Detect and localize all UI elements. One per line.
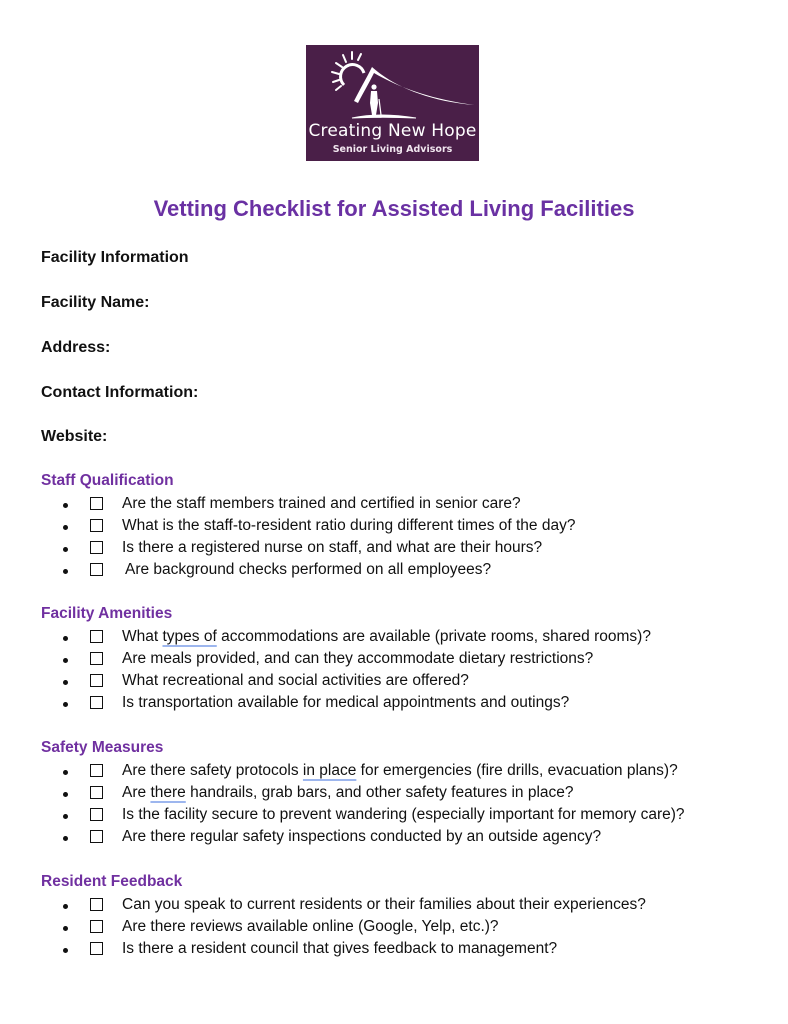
bullet-icon [63, 547, 68, 552]
address-label: Address: [41, 339, 111, 356]
item-text: Can you speak to current residents or their families about their experiences? [122, 896, 646, 913]
page-title: Vetting Checklist for Assisted Living Facilities [153, 196, 635, 221]
checkbox[interactable] [90, 541, 103, 554]
checkbox[interactable] [90, 652, 103, 665]
facility-name-label: Facility Name: [41, 294, 150, 311]
bullet-icon [63, 569, 68, 574]
item-text: Is the facility secure to prevent wandering (especially important for memory care)? [122, 806, 685, 823]
bullet-icon [63, 814, 68, 819]
website-label: Website: [41, 428, 108, 445]
section-heading-resident-feedback: Resident Feedback [41, 873, 183, 890]
checkbox[interactable] [90, 830, 103, 843]
item-text: What types of accommodations are available (private rooms, shared rooms)? [122, 628, 651, 645]
company-logo [306, 45, 479, 161]
section-heading-safety-measures: Safety Measures [41, 739, 164, 756]
checkbox[interactable] [90, 497, 103, 510]
item-text: Are there reviews available online (Google, Yelp, etc.)? [122, 918, 499, 935]
section-heading-staff-qualification: Staff Qualification [41, 472, 174, 489]
bullet-icon [63, 904, 68, 909]
spellcheck-underline: in place [302, 762, 357, 779]
sun-house-senior-icon [306, 45, 479, 125]
checkbox[interactable] [90, 519, 103, 532]
checkbox[interactable] [90, 942, 103, 955]
bullet-icon [63, 926, 68, 931]
bullet-icon [63, 948, 68, 953]
logo-subtitle: Senior Living Advisors [332, 144, 453, 155]
contact-information-label: Contact Information: [41, 384, 199, 401]
bullet-icon [63, 836, 68, 841]
bullet-icon [63, 636, 68, 641]
bullet-icon [63, 658, 68, 663]
section-heading-facility-amenities: Facility Amenities [41, 605, 173, 622]
checkbox[interactable] [90, 674, 103, 687]
item-text: Are there regular safety inspections conducted by an outside agency? [122, 828, 602, 845]
checkbox[interactable] [90, 786, 103, 799]
item-text: What recreational and social activities are offered? [122, 672, 469, 689]
checkbox[interactable] [90, 563, 103, 576]
item-text: Are there safety protocols in place for emergencies (fire drills, evacuation plans)? [122, 762, 678, 779]
bullet-icon [63, 680, 68, 685]
item-text: Is there a resident council that gives feedback to management? [122, 940, 558, 957]
spellcheck-underline: there [150, 784, 186, 801]
checkbox[interactable] [90, 630, 103, 643]
item-text: Are there handrails, grab bars, and other safety features in place? [122, 784, 574, 801]
bullet-icon [63, 702, 68, 707]
item-text: Are the staff members trained and certified in senior care? [122, 495, 521, 512]
bullet-icon [63, 525, 68, 530]
checkbox[interactable] [90, 696, 103, 709]
spellcheck-underline: types of [162, 628, 217, 645]
bullet-icon [63, 503, 68, 508]
item-text: Is there a registered nurse on staff, and what are their hours? [122, 539, 543, 556]
item-text: Are meals provided, and can they accommodate dietary restrictions? [122, 650, 594, 667]
item-text: What is the staff-to-resident ratio during different times of the day? [122, 517, 576, 534]
checkbox[interactable] [90, 898, 103, 911]
item-text: Are background checks performed on all employees? [125, 561, 492, 578]
item-text: Is transportation available for medical appointments and outings? [122, 694, 570, 711]
checkbox[interactable] [90, 920, 103, 933]
bullet-icon [63, 770, 68, 775]
facility-info-heading: Facility Information [41, 249, 189, 266]
checkbox[interactable] [90, 808, 103, 821]
bullet-icon [63, 792, 68, 797]
logo-title: Creating New Hope [308, 121, 477, 141]
checkbox[interactable] [90, 764, 103, 777]
